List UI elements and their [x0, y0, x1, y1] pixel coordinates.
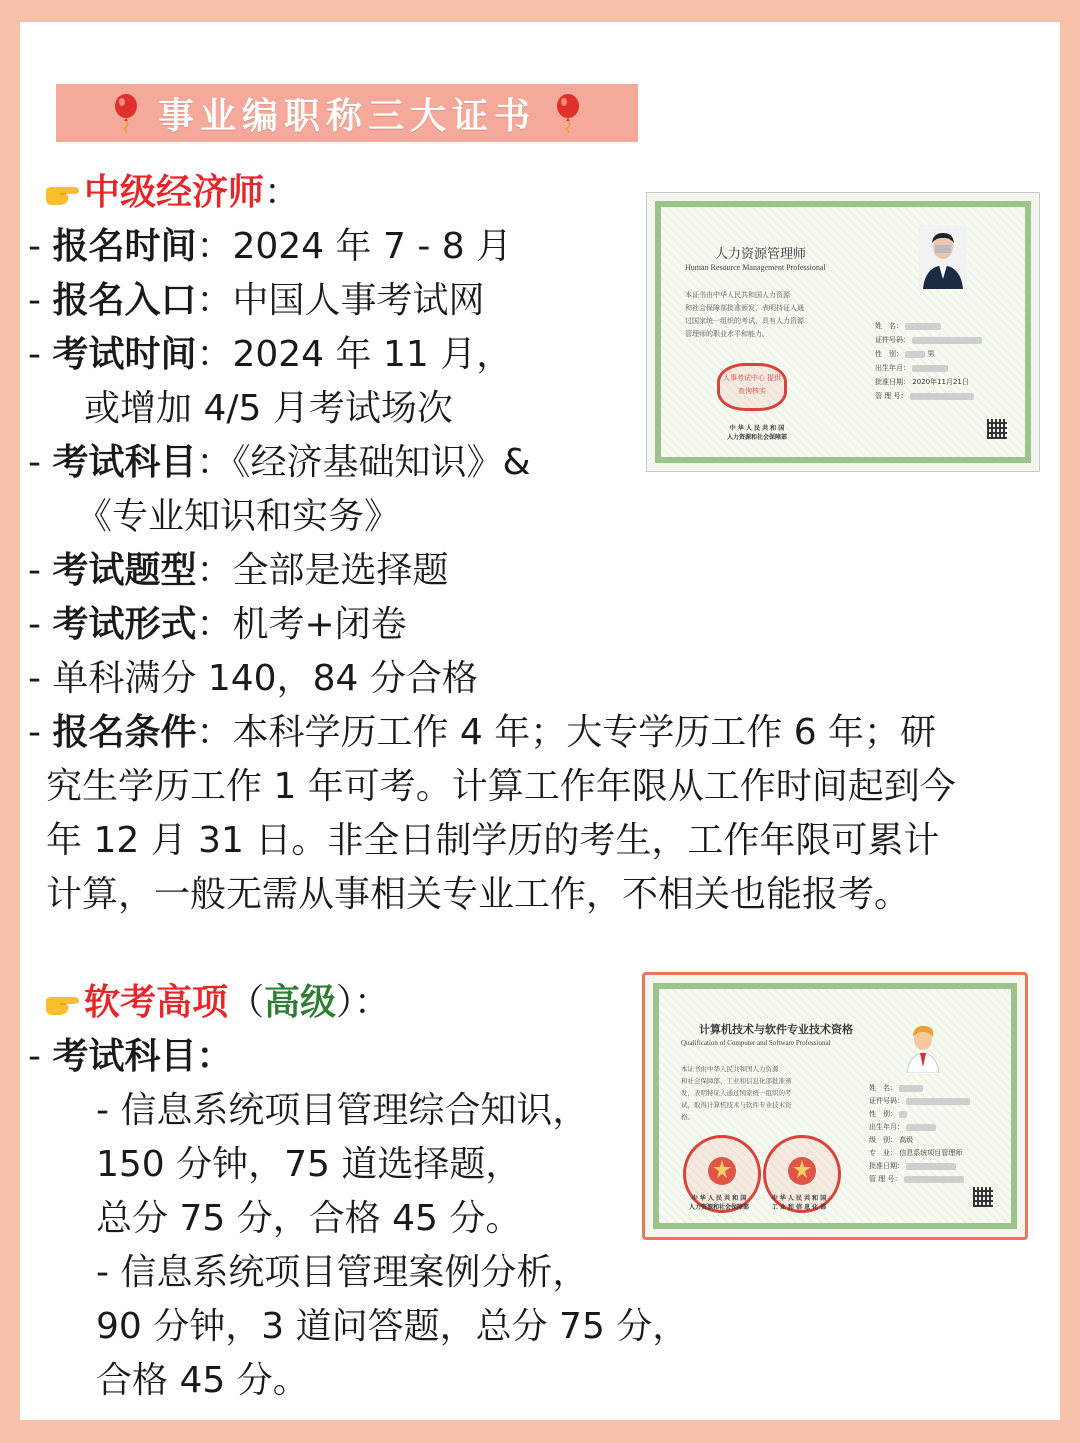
subject-line: 总分 75 分，合格 45 分。	[96, 1198, 522, 1239]
cert-title: 人力资源管理师	[715, 247, 807, 262]
paragraph-line: 究生学历工作 1 年可考。计算工作年限从工作时间起到今	[46, 766, 956, 807]
section2-heading: 软考高项（高级）：	[44, 976, 390, 1030]
list-item: - 报名时间：2024 年 7 - 8 月	[28, 226, 513, 267]
item-label: 考试科目	[52, 442, 197, 483]
cert-body: 本证书由中华人民共和国人力资源 和社会保障部批准颁发，表明持证人通 过国家统一组织的考试，具有人力资源 管理师的职业水平和能力。	[685, 291, 804, 338]
subject-line: 90 分钟，3 道问答题，总分 75 分，	[96, 1306, 689, 1347]
item-value: 《经济基础知识》&	[232, 442, 531, 483]
issuer: 中 华 人 民 共 和 国 工 业 和 信 息 化 部	[771, 1195, 827, 1211]
item-value: 2024 年 11 月，	[232, 334, 513, 375]
balloon-icon	[112, 93, 140, 133]
pointing-hand-icon	[44, 989, 82, 1017]
list-item-continued: 或增加 4/5 月考试场次	[84, 388, 453, 429]
section1-colon: ：	[264, 172, 301, 213]
item-label: 报名条件	[52, 712, 197, 753]
item-value: 全部是选择题	[232, 550, 449, 591]
item-label: 报名入口	[52, 280, 197, 321]
cert-title: 计算机技术与软件专业技术资格	[699, 1023, 853, 1036]
list-item: - 考试科目：《经济基础知识》&	[28, 442, 531, 483]
official-seal: 人事考试中心 提供查询核实	[717, 363, 787, 411]
list-item-continued: 《专业知识和实务》	[76, 496, 401, 537]
section2-level: 高级	[264, 982, 337, 1023]
item-value: 本科学历工作 4 年；大专学历工作 6 年；研	[232, 712, 937, 753]
item-label: 考试时间	[52, 334, 197, 375]
list-item: - 考试科目：	[28, 1036, 233, 1077]
portrait-photo	[919, 225, 967, 289]
subject-line: 合格 45 分。	[96, 1360, 309, 1401]
item-label: 考试科目：	[52, 1036, 233, 1077]
list-item: - 考试时间：2024 年 11 月，	[28, 334, 513, 375]
title-banner	[56, 84, 638, 142]
list-item: - 考试形式：机考+闭卷	[28, 604, 407, 645]
subject-line: - 信息系统项目管理综合知识，	[96, 1090, 589, 1131]
qr-code-icon	[973, 1187, 993, 1207]
paragraph-line: 计算，一般无需从事相关专业工作，不相关也能报考。	[46, 874, 911, 915]
page-title: 事业编职称三大证书	[157, 94, 536, 137]
certificate-image-hr: 人力资源管理师 Human Resource Management Professional 本证书由中华人民共和国人力资源 和社会保障部批准颁发，表明持证人通 过国家统一组织的考试，具有人力资源 管理师的职业水平和能力。 姓 名： 证件号码： 性 别： 男 出生年月： 批准日期： 2020年11月21日 管 理 号： 人事考试中心 提供查询核实 中 华 人 民 共 和 国 人力资源和社会保障部	[646, 192, 1040, 472]
item-label: 报名时间	[52, 226, 197, 267]
item-value: 机考+闭卷	[232, 604, 407, 645]
section1-heading	[44, 166, 300, 220]
cert-subtitle: Human Resource Management Professional	[685, 263, 826, 272]
item-value: 2024 年 7 - 8 月	[232, 226, 513, 267]
paragraph-line: 年 12 月 31 日。非全日制学历的考生，工作年限可累计	[46, 820, 940, 861]
balloon-icon	[554, 93, 582, 133]
cert-body: 本证书由中华人民共和国人力资源 和社会保障部、工业和信息化部批准颁 发，表明持证人通过国家统一组织的考 试，取得计算机技术与软件专业技术资 格。	[681, 1065, 792, 1121]
list-item: - 报名条件：本科学历工作 4 年；大专学历工作 6 年；研	[28, 712, 937, 753]
item-value: 中国人事考试网	[232, 280, 485, 321]
issuer: 中 华 人 民 共 和 国 人力资源和社会保障部	[688, 1195, 749, 1211]
section1-title: 中级经济师	[84, 172, 265, 213]
section2-title: 软考高项	[84, 982, 229, 1023]
issuer: 中 华 人 民 共 和 国 人力资源和社会保障部	[726, 425, 787, 441]
list-item: - 报名入口：中国人事考试网	[28, 280, 485, 321]
list-item: - 考试题型：全部是选择题	[28, 550, 449, 591]
pointing-hand-icon	[44, 179, 82, 207]
cert-subtitle: Qualification of Computer and Software Professional	[681, 1039, 831, 1047]
certificate-image-software: 计算机技术与软件专业技术资格 Qualification of Computer and Software Professional 本证书由中华人民共和国人力资源 和社会保障部、工业和信息化部批准颁 发，表明持证人通过国家统一组织的考 试，取得计算机技术与软件专业技术资 格。 姓 名： 证件号码： 性 别： 出生年月： 级 别： 高级 专 业： 信息系统项目管理师 批准日期： 管 理 号： 中 华 人 民 共 和 国 人力资源和社会保障部 中 华 人 民 共 和 国 工 业 和 信 息 化 部	[642, 972, 1028, 1240]
subject-line: 150 分钟，75 道选择题，	[96, 1144, 522, 1185]
list-item: - 单科满分 140，84 分合格	[28, 658, 478, 699]
avatar-illustration	[903, 1021, 943, 1073]
qr-code-icon	[987, 419, 1007, 439]
item-label: 考试题型	[52, 550, 197, 591]
item-label: 考试形式	[52, 604, 197, 645]
subject-line: - 信息系统项目管理案例分析，	[96, 1252, 589, 1293]
